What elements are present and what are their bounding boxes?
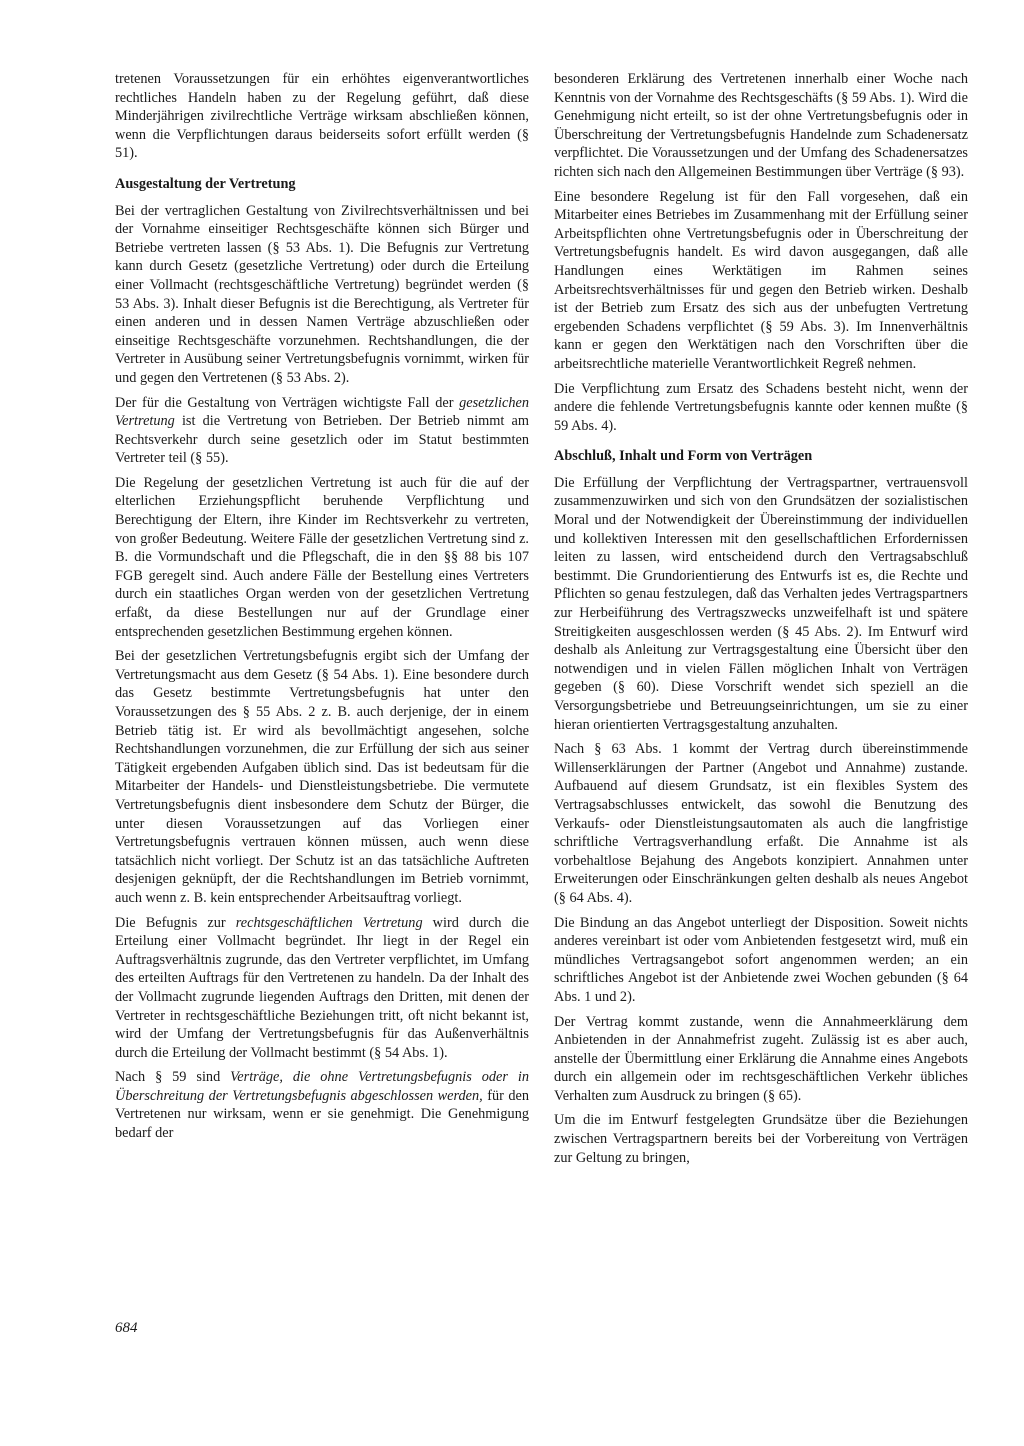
paragraph: Bei der vertraglichen Gestaltung von Zivilrechtsverhältnissen und bei der Vornahme einseitiger Rechtsgeschäfte können sich Bürger und Betriebe vertreten lassen (§ 53 Abs. 1). Die Befugnis zur Vertretung kann durch Gesetz (gesetzliche Vertretung) oder durch die Erteilung einer Vollmacht (rechtsgeschäftliche Vertretung) begründet werden (§ 53 Abs. 3). Inhalt dieser Befugnis ist die Berechtigung, als Vertreter für einen anderen und in dessen Namen Verträge abzuschließen oder einseitige Rechtsgeschäfte vorzunehmen. Rechtshandlungen, die der Vertreter in Ausübung seiner Vertretungsbefugnis vornimmt, wirken für und gegen den Vertretenen (§ 53 Abs. 2).: [115, 202, 529, 386]
paragraph: tretenen Voraussetzungen für ein erhöhtes eigenverantwortliches rechtliches Handeln haben zu der Regelung geführt, daß diese Minderjährigen zivilrechtliche Verträge wirksam abschließen können, wenn die Verpflichtungen daraus beiderseits sofort erfüllt werden (§ 51).: [115, 71, 529, 162]
paragraph: Eine besondere Regelung ist für den Fall vorgesehen, daß ein Mitarbeiter eines Betriebes im Zusammenhang mit der Erfüllung seiner Arbeitspflichten ohne Vertretungsbefugnis oder in Überschreitung der Vertretungsbefugnis handelt. Es wird davon ausgegangen, daß alle Handlungen eines Werktätigen im Rahmen seines Arbeitsrechtsverhältnisses für und gegen den Betrieb wirken. Deshalb ist der Betrieb zum Ersatz des sich aus der unbefugten Vertretung ergebenden Schadens verpflichtet (§ 59 Abs. 3). Im Innenverhältnis kann er gegen den Werktätigen nach den Vorschriften über die arbeitsrechtliche materielle Verantwortlichkeit Regreß nehmen.: [554, 188, 968, 372]
paragraph: Bei der gesetzlichen Vertretungsbefugnis ergibt sich der Umfang der Vertretungsmacht aus dem Gesetz (§ 54 Abs. 1). Eine besondere durch das Gesetz bestimmte Vertretungsbefugnis hat unter den Voraussetzungen des § 55 Abs. 2 z. B. auch derjenige, der in einem Betrieb tätig ist. Er wird als bevollmächtigt angesehen, solche Rechtshandlungen vorzunehmen, die zur Erfüllung der sich aus seiner Tätigkeit ergebenden Aufgaben üblich sind. Das ist bedeutsam für die Mitarbeiter der Handels- und Dienstleistungsbetriebe. Die vermutete Vertretungsbefugnis dient insbesondere dem Schutz der Bürger, die unter diesen Voraussetzungen auf das Vorliegen einer Vertretungsbefugnis vertrauen können müssen, auch wenn diese tatsächlich nicht vorliegt. Der Schutz ist an das tatsächliche Auftreten desjenigen geknüpft, der die Rechtshandlungen im Betrieb vornimmt, auch wenn z. B. kein entsprechender Arbeitsauftrag vorliegt.: [115, 648, 529, 906]
text-run: wird durch die Erteilung einer Vollmacht begründet. Ihr liegt in der Regel ein Auftragsverhältnis zugrunde, das den Vertreter verpflichtet, im Umfang des erteilten Auftrags für den Vertretenen zu handeln. Da der Inhalt des der Vollmacht zugrunde liegenden Auftrags den Dritten, mit denen der Vertreter in rechtsgeschäftliche Beziehungen tritt, oft nicht bekannt ist, wird der Umfang der Vertretungsbefugnis für das Außenverhältnis durch die Erteilung der Vollmacht bestimmt (§ 54 Abs. 1).: [115, 914, 530, 1061]
paragraph: besonderen Erklärung des Vertretenen innerhalb einer Woche nach Kenntnis von der Vornahme des Rechtsgeschäfts (§ 59 Abs. 1). Wird die Genehmigung nicht erteilt, so ist der ohne Vertretungsbefugnis oder in Überschreitung der Vertretungsbefugnis Handelnde zum Schadenersatz verpflichtet. Die Voraussetzungen und der Umfang des Schadenersatzes richten sich nach den Allgemeinen Bestimmungen über Verträge (§ 93).: [554, 71, 968, 180]
paragraph: Die Regelung der gesetzlichen Vertretung ist auch für die auf der elterlichen Erziehungspflicht beruhende Verpflichtung und Berechtigung der Eltern, ihre Kinder im Rechtsverkehr zu vertreten, von großer Bedeutung. Weitere Fälle der gesetzlichen Vertretung sind z. B. die Vormundschaft und die Pflegschaft, die in den §§ 88 bis 107 FGB geregelt sind. Auch andere Fälle der Bestellung eines Vertreters durch ein staatliches Organ werden von der gesetzlichen Vertretung erfaßt, da diese Bestellungen nur auf der Grundlage einer entsprechenden gesetzlichen Bestimmung ergehen können.: [115, 474, 529, 640]
text-run: für den Vertretenen nur wirksam, wenn er sie genehmigt. Die Genehmigung bedarf der: [115, 1087, 529, 1142]
text-run: Der für die Gestaltung von Verträgen wichtigste Fall der: [115, 394, 460, 411]
paragraph: Die Bindung an das Angebot unterliegt der Disposition. Soweit nichts anderes vereinbart ist oder vom Anbietenden festgesetzt wird, muß ein mündliches Vertragsangebot sofort angenommen werden; an ein schriftliches Angebot ist der Anbietende zwei Wochen gebunden (§ 64 Abs. 1 und 2).: [554, 914, 968, 1005]
paragraph: Um die im Entwurf festgelegten Grundsätze über die Beziehungen zwischen Vertragspartnern bereits bei der Vorbereitung von Verträgen zur Geltung zu bringen,: [554, 1112, 968, 1166]
page-number: 684: [115, 1320, 138, 1336]
paragraph: Der Vertrag kommt zustande, wenn die Annahmeerklärung dem Anbietenden in der Annahmefrist zugeht. Zulässig ist es aber auch, anstelle der Übermittlung einer Erklärung die Annahme eines Angebots durch ein allgemein oder im rechtsgeschäftlichen Verkehr übliches Verhalten zum Ausdruck zu bringen (§ 65).: [554, 1013, 968, 1104]
paragraph: Nach § 63 Abs. 1 kommt der Vertrag durch übereinstimmende Willenserklärungen der Partner (Angebot und Annahme) zustande. Aufbauend auf diesem Grundsatz, ist ein flexibles System des Vertragsabschlusses entwickelt, das sowohl die Benutzung des Verkaufs- oder Dienstleistungsautomaten als auch die langfristige schriftliche Vertragsverhandlung erfaßt. Die Annahme ist als vorbehaltlose Bejahung des Angebots konzipiert. Annahmen unter Erweiterungen oder Einschränkungen gelten deshalb als neues Angebot (§ 64 Abs. 4).: [554, 741, 968, 906]
text-run: ist die Vertretung von Betrieben. Der Betrieb nimmt am Rechtsverkehr durch seine gesetzlich oder im Statut bestimmten Vertreter teil (§ 55).: [115, 413, 529, 467]
paragraph: [115, 1068, 529, 1142]
paragraph: Die Erfüllung der Verpflichtung der Vertragspartner, vertrauensvoll zusammenzuwirken und sich von den Grundsätzen der sozialistischen Moral und der Notwendigkeit der Übereinstimmung der individuellen und kollektiven Interessen mit den gesellschaftlichen Erfordernissen leiten zu lassen, wird entscheidend durch den Vertragsabschluß bestimmt. Die Grundorientierung des Entwurfs ist es, die Rechte und Pflichten so genau festzulegen, daß das Verhalten jedes Vertragspartners zur Herbeiführung des Vertragszwecks unzweifelhaft ist und spätere Streitigkeiten ausgeschlossen werden (§ 45 Abs. 2). Im Entwurf wird deshalb als Anleitung zur Vertragsgestaltung eine Übersicht über den notwendigen und in vielen Fällen möglichen Inhalt von Verträgen gegeben (§ 60). Diese Vorschrift wendet sich speziell an die Versorgungsbetriebe und Betreuungseinrichtungen, um sie zu einer hieran orientierten Vertragsgestaltung anzuhalten.: [554, 474, 968, 733]
text-run: Die Befugnis zur: [115, 914, 236, 931]
right-column: [554, 70, 968, 1173]
paragraph: [115, 394, 529, 468]
section-heading: Ausgestaltung der Vertretung: [115, 175, 296, 192]
paragraph: Die Verpflichtung zum Ersatz des Schadens besteht nicht, wenn der andere die fehlende Vertretungsbefugnis kannte oder kennen mußte (§ 59 Abs. 4).: [554, 380, 968, 434]
left-column: [115, 70, 529, 1149]
paragraph: [115, 914, 529, 1063]
emphasis-text: gesetzlichen Vertretung: [115, 394, 529, 430]
section-heading: Abschluß, Inhalt und Form von Verträgen: [554, 448, 813, 465]
emphasis-text: rechtsgeschäftlichen Vertretung: [235, 914, 423, 931]
text-run: Nach § 59 sind: [115, 1069, 231, 1086]
emphasis-text: Verträge, die ohne Vertretungsbefugnis oder in Überschreitung der Vertretungsbefugnis abgeschlossen werden,: [115, 1069, 529, 1104]
